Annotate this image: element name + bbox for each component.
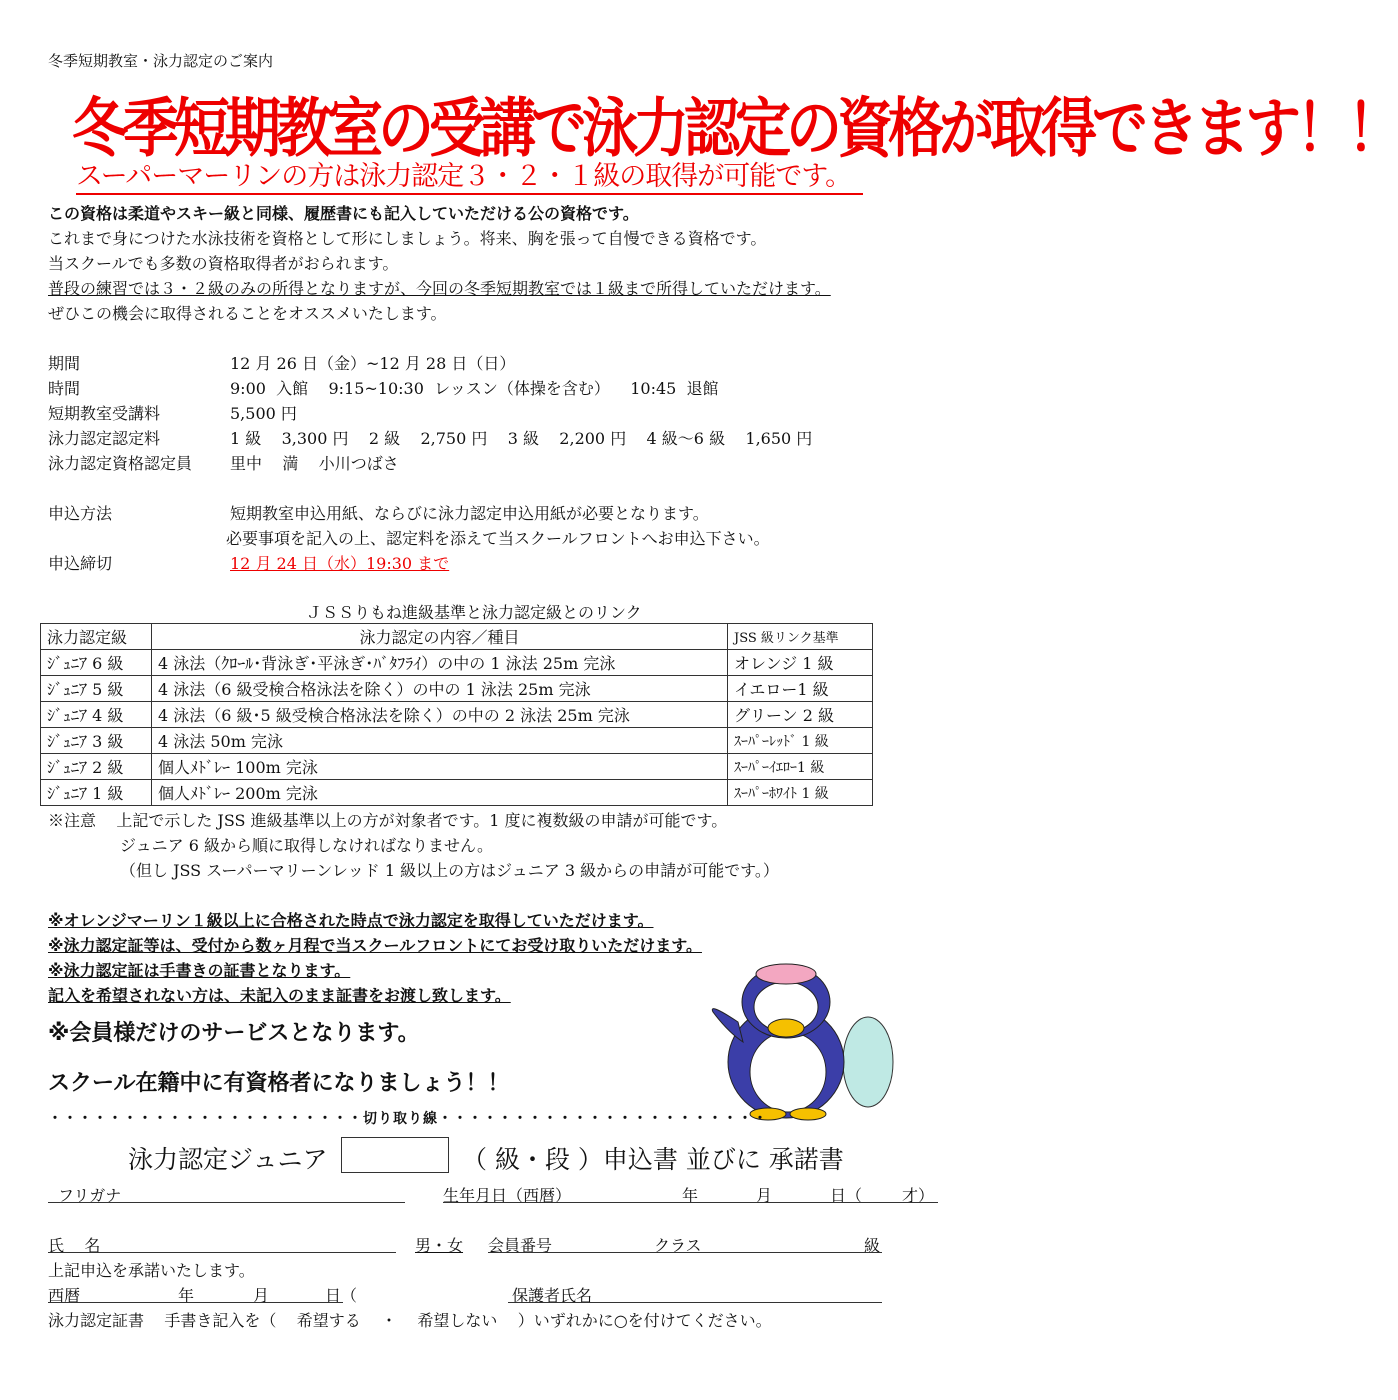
- consent-date-field[interactable]: [48, 1302, 343, 1303]
- guardian-label: 保護者氏名: [512, 1286, 593, 1305]
- gender-option[interactable]: 男・女: [415, 1236, 464, 1255]
- name-field[interactable]: [48, 1252, 396, 1253]
- detail-label: 短期教室受講料: [48, 404, 161, 423]
- header-cell: JSS 級リンク基準: [728, 624, 873, 650]
- grade-input-box[interactable]: [341, 1137, 449, 1173]
- form-title: 泳力認定ジュニア: [128, 1145, 328, 1174]
- cell: ｽｰﾊﾟｰｲｴﾛｰ1 級: [728, 754, 873, 780]
- cell: 4 泳法（6 級･5 級受検合格泳法を除く）の中の 2 泳法 25m 完泳: [152, 702, 728, 728]
- note-line: ※注意 上記で示した JSS 進級基準以上の方が対象者です。1 度に複数級の申請が可能です。: [48, 811, 728, 830]
- deadline-label: 申込締切: [48, 554, 113, 573]
- bold-note: ※泳力認定証等は、受付から数ヶ月程で当スクールフロントにてお受け取りいただけます。: [48, 936, 702, 955]
- detail-value: 5,500 円: [230, 404, 297, 423]
- cell: 4 泳法 50m 完泳: [152, 728, 728, 754]
- members-only: ※会員様だけのサービスとなります。: [48, 1021, 420, 1046]
- cell: イエロー1 級: [728, 676, 873, 702]
- birth-year: 年: [682, 1186, 699, 1205]
- detail-value: 1 級 3,300 円 2 級 2,750 円 3 級 2,200 円 4 級～6 級 1,650 円: [230, 429, 813, 448]
- detail-label: 期間: [48, 354, 81, 373]
- slogan: スクール在籍中に有資格者になりましょう！！: [48, 1071, 510, 1096]
- table-row: [41, 728, 873, 754]
- birth-day: 日（: [830, 1186, 863, 1205]
- member-field[interactable]: [488, 1252, 882, 1253]
- cell: ｽｰﾊﾟｰﾚｯﾄﾞ 1 級: [728, 728, 873, 754]
- date-day: 日（: [325, 1286, 358, 1305]
- cell: グリーン 2 級: [728, 702, 873, 728]
- cell: オレンジ 1 級: [728, 650, 873, 676]
- member-number-label: 会員番号: [488, 1236, 553, 1255]
- cell: ｼﾞｭﾆｱ 3 級: [41, 728, 152, 754]
- header-cell: 泳力認定の内容／種目: [152, 624, 728, 650]
- cut-line: ・・・・・・・・・・・・・・・・・・・・・切り取り線・・・・・・・・・・・・・・・・・・・・・・: [48, 1111, 768, 1127]
- table-row: [41, 780, 873, 806]
- name-label: 氏 名: [48, 1236, 101, 1255]
- intro-line: 普段の練習では３・２級のみの所得となりますが、今回の冬季短期教室では１級まで所得していただけます。: [48, 279, 831, 298]
- cell: 個人ﾒﾄﾞﾚｰ 100m 完泳: [152, 754, 728, 780]
- note-line: （但し JSS スーパーマリーンレッド 1 級以上の方はジュニア 3 級からの申請が可能です。）: [120, 861, 779, 880]
- cell: ｼﾞｭﾆｱ 1 級: [41, 780, 152, 806]
- cell: 4 泳法（6 級受検合格泳法を除く）の中の 1 泳法 25m 完泳: [152, 676, 728, 702]
- table-row: [41, 754, 873, 780]
- birth-field[interactable]: [443, 1202, 938, 1203]
- furigana-label: フリガナ: [58, 1186, 122, 1205]
- headline: 冬季短期教室の受講で泳力認定の資格が取得できます！！: [72, 91, 1398, 167]
- intro-line: ぜひこの機会に取得されることをオススメいたします。: [48, 304, 447, 323]
- table-header-row: [41, 624, 873, 650]
- intro-line: この資格は柔道やスキー級と同様、履歴書にも記入していただける公の資格です。: [48, 204, 639, 223]
- consent-text: 上記申込を承諾いたします。: [48, 1261, 255, 1280]
- intro-line: 当スクールでも多数の資格取得者がおられます。: [48, 254, 399, 273]
- date-month: 月: [253, 1286, 270, 1305]
- cell: ｼﾞｭﾆｱ 5 級: [41, 676, 152, 702]
- cell: ｼﾞｭﾆｱ 6 級: [41, 650, 152, 676]
- grade-label: 級: [864, 1236, 881, 1255]
- table-row: [41, 650, 873, 676]
- cell: 4 泳法（ｸﾛｰﾙ･背泳ぎ･平泳ぎ･ﾊﾞﾀﾌﾗｲ）の中の 1 泳法 25m 完泳: [152, 650, 728, 676]
- table-row: [41, 676, 873, 702]
- header-label: 冬季短期教室・泳力認定のご案内: [48, 52, 274, 70]
- table-row: [41, 702, 873, 728]
- deadline-value: 12 月 24 日（水）19:30 まで: [230, 554, 450, 573]
- apply-line: 必要事項を記入の上、認定料を添えて当スクールフロントへお申込下さい。: [226, 529, 770, 548]
- cell: ｽｰﾊﾟｰﾎﾜｲﾄ 1 級: [728, 780, 873, 806]
- grade-table: [40, 623, 873, 806]
- date-year: 年: [178, 1286, 195, 1305]
- cell: 個人ﾒﾄﾞﾚｰ 200m 完泳: [152, 780, 728, 806]
- furigana-field[interactable]: [48, 1202, 405, 1203]
- form-title-suffix: （ 級・段 ）申込書 並びに 承諾書: [462, 1145, 844, 1174]
- detail-value: 12 月 26 日（金）~12 月 28 日（日）: [230, 354, 516, 373]
- cell: ｼﾞｭﾆｱ 2 級: [41, 754, 152, 780]
- age-label: 才）: [902, 1186, 935, 1205]
- bold-note: ※泳力認定証は手書きの証書となります。: [48, 961, 351, 980]
- detail-value: 里中 満 小川つばさ: [230, 454, 399, 473]
- detail-label: 泳力認定認定料: [48, 429, 161, 448]
- header-cell: 泳力認定級: [41, 624, 152, 650]
- apply-line: 短期教室申込用紙、ならびに泳力認定申込用紙が必要となります。: [230, 504, 709, 523]
- subheadline: スーパーマーリンの方は泳力認定３・２・１級の取得が可能です。: [76, 154, 863, 195]
- table-title: ＪＳＳりもね進級基準と泳力認定級とのリンク: [306, 603, 642, 622]
- detail-value: 9:00 入館 9:15~10:30 レッスン（体操を含む） 10:45 退館: [230, 379, 719, 398]
- detail-label: 時間: [48, 379, 81, 398]
- date-era-label: 西暦: [48, 1286, 81, 1305]
- penguin-mascot-illustration: [708, 962, 898, 1122]
- certificate-preference[interactable]: 泳力認定証書 手書き記入を（ 希望する ・ 希望しない ）いずれかに○を付けてください。: [48, 1311, 772, 1330]
- bold-note: ※オレンジマーリン１級以上に合格された時点で泳力認定を取得していただけます。: [48, 911, 654, 930]
- note-line: ジュニア 6 級から順に取得しなければなりません。: [120, 836, 493, 855]
- birth-label: 生年月日（西暦）: [443, 1186, 572, 1205]
- detail-label: 泳力認定資格認定員: [48, 454, 193, 473]
- cell: ｼﾞｭﾆｱ 4 級: [41, 702, 152, 728]
- guardian-field[interactable]: [508, 1302, 882, 1303]
- intro-line: これまで身につけた水泳技術を資格として形にしましょう。将来、胸を張って自慢できる資格です。: [48, 229, 767, 248]
- class-label: クラス: [654, 1236, 702, 1255]
- bold-note: 記入を希望されない方は、未記入のまま証書をお渡し致します。: [48, 986, 511, 1005]
- apply-label: 申込方法: [48, 504, 113, 523]
- birth-month: 月: [756, 1186, 773, 1205]
